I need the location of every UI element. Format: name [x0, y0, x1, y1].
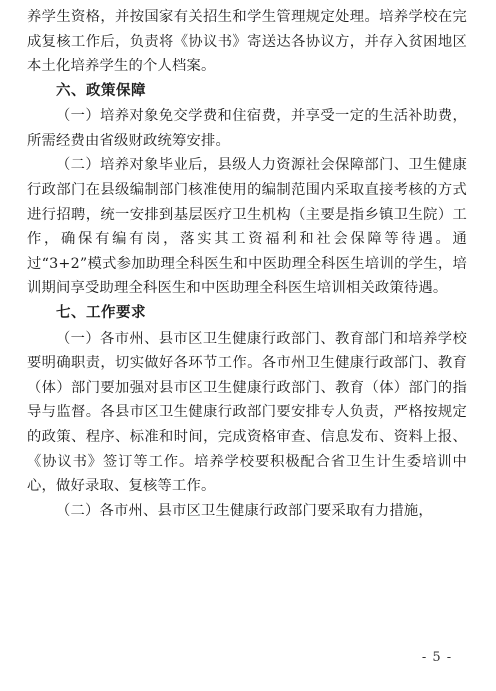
paragraph-continuation: 养学生资格，并按国家有关招生和学生管理规定处理。培养学校在完成复核工作后，负责将《协议书》寄送达各协议方，并存入贫困地区本土化培养学生的个人档案。 [27, 9, 467, 75]
paragraph-policy-2: （二）培养对象毕业后，县级人力资源社会保障部门、卫生健康行政部门在县级编制部门核准使用的编制范围内采取直接考核的方式进行招聘，统一安排到基层医疗卫生机构（主要是指乡镇卫生院）工作，确保有编有岗，落实其工资福利和社会保障等待遇。通过“3+2”模式参加助理全科医生和中医助理全科医生培训的学生，培训期间享受助理全科医生和中医助理全科医生培训相关政策待遇。 [27, 157, 467, 297]
page-number: - 5 - [421, 650, 453, 665]
section-heading-policy-guarantee: 六、政策保障 [56, 82, 146, 99]
paragraph-requirements-1: （一）各市州、县市区卫生健康行政部门、教育部门和培养学校要明确职责，切实做好各环节工作。各市州卫生健康行政部门、教育（体）部门要加强对县市区卫生健康行政部门、教育（体）部门的指导与监督。各县市区卫生健康行政部门要安排专人负责，严格按规定的政策、程序、标准和时间，完成资格审查、信息发布、资料上报、《协议书》签订等工作。培养学校要积极配合省卫生计生委培训中心，做好录取、复核等工作。 [27, 330, 467, 495]
paragraph-requirements-2: （二）各市州、县市区卫生健康行政部门要采取有力措施， [56, 502, 433, 519]
document-body [27, 5, 467, 523]
section-heading-work-requirements: 七、工作要求 [56, 305, 146, 322]
paragraph-policy-1: （一）培养对象免交学费和住宿费，并享受一定的生活补助费，所需经费由省级财政统筹安排。 [27, 108, 467, 149]
